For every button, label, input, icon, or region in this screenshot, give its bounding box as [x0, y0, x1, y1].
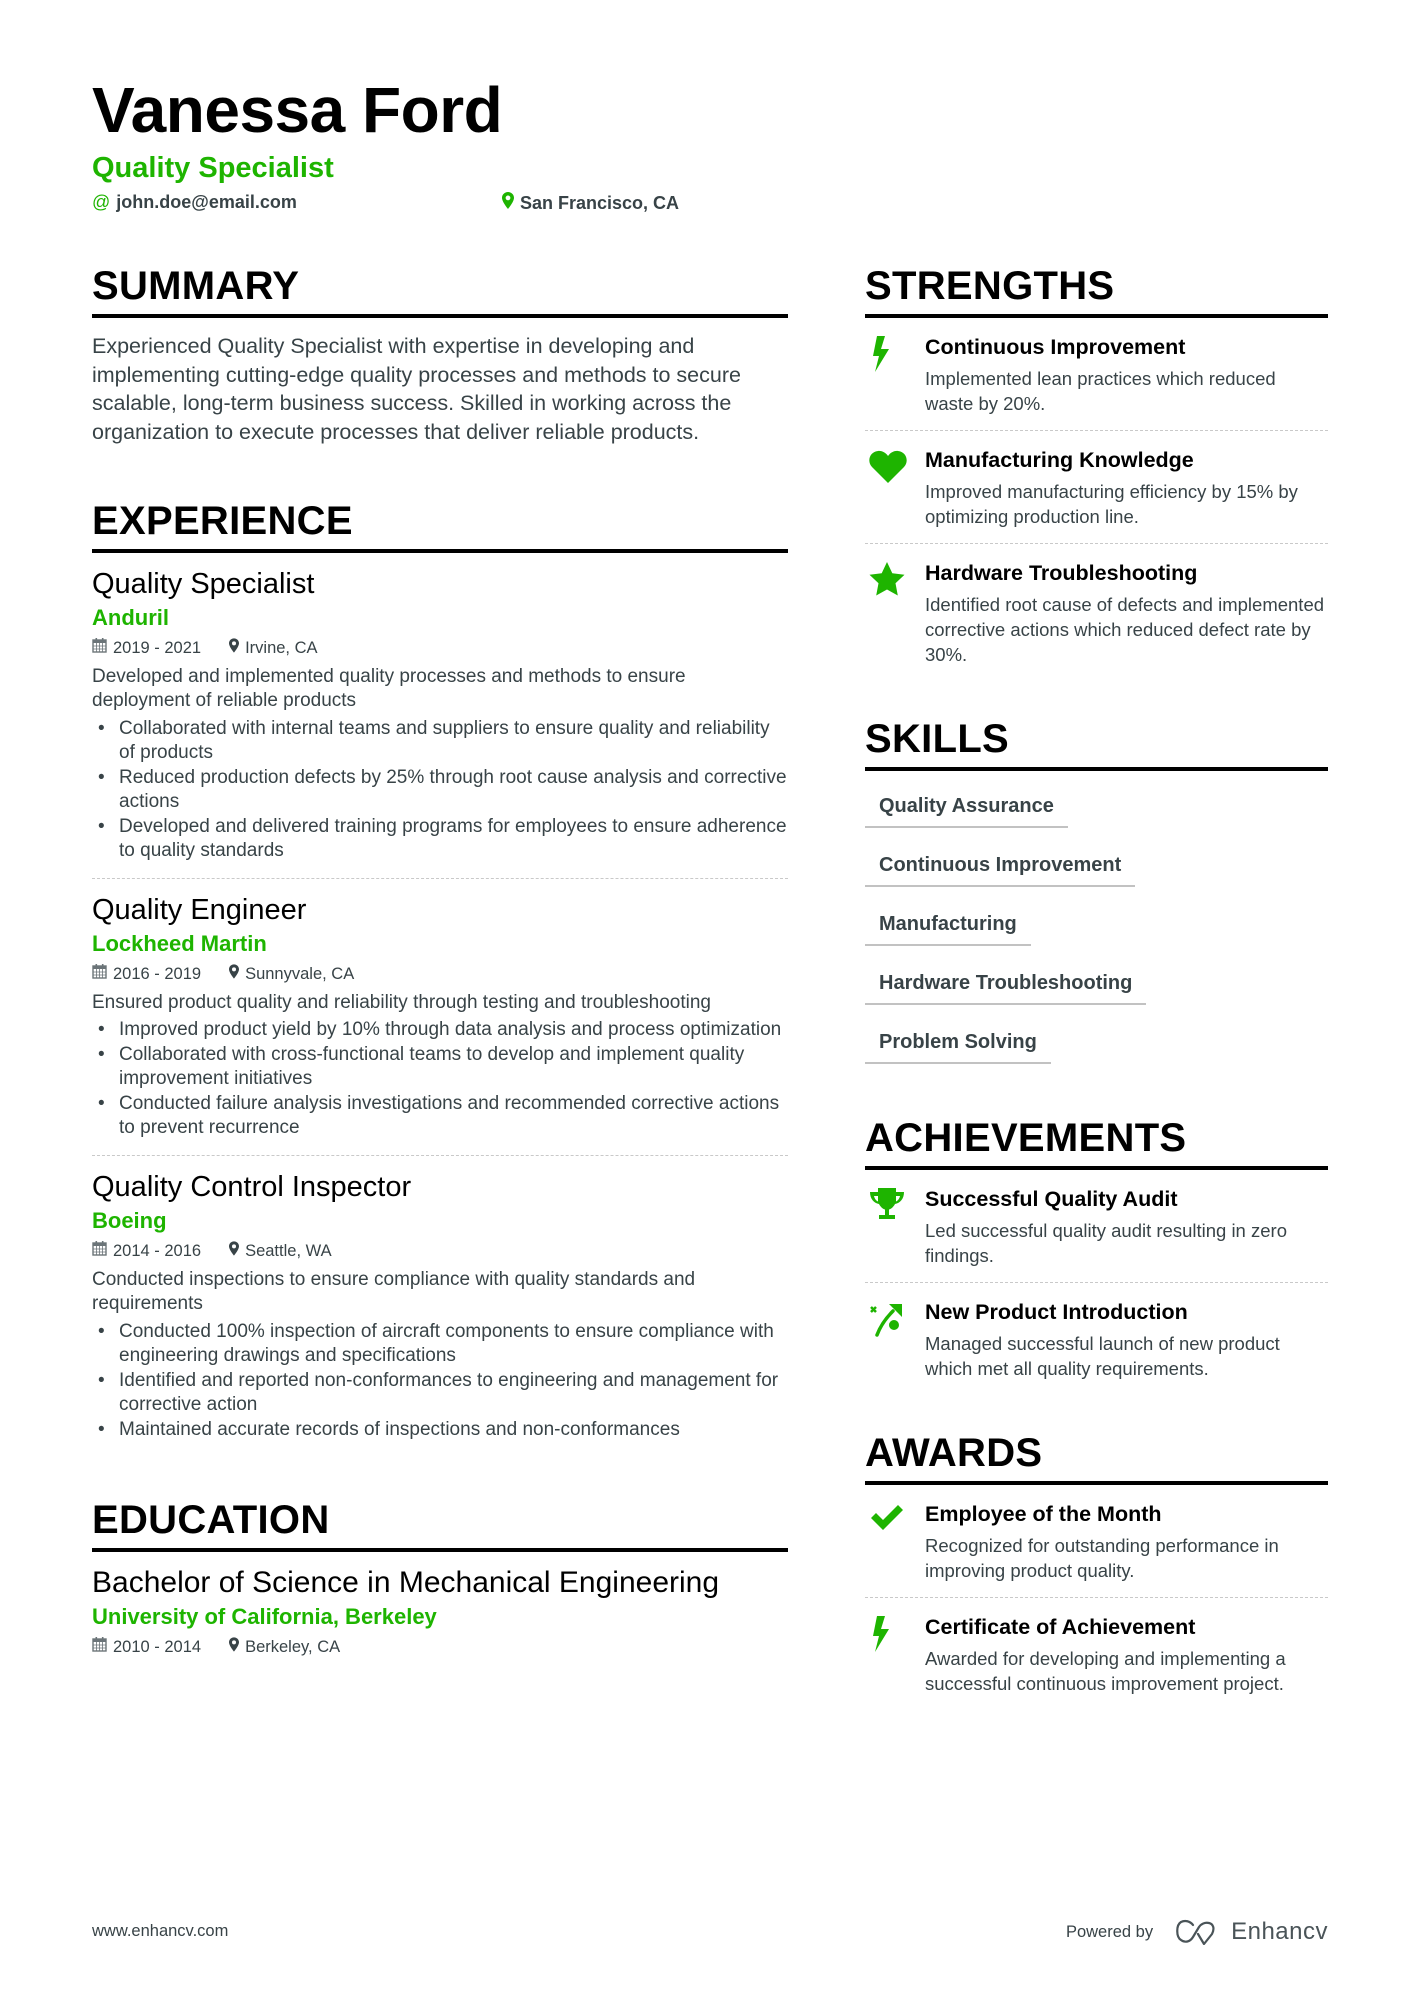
bullet-item: • Identified and reported non-conformances to engineering and management for corrective action — [92, 1369, 788, 1418]
award-title: Employee of the Month — [925, 1502, 1162, 1526]
calendar-icon — [92, 1634, 107, 1660]
bolt-icon — [865, 332, 925, 416]
contact-email[interactable] — [92, 192, 297, 213]
bullet-item: • Collaborated with cross-functional teams to develop and implement quality improvement initiatives — [92, 1043, 788, 1092]
experience-section — [92, 497, 788, 1457]
award-description: Recognized for outstanding performance in improving product quality. — [925, 1535, 1279, 1581]
powered-by-label: Powered by — [1065, 1922, 1154, 1941]
strength-description: Implemented lean practices which reduced waste by 20%. — [925, 368, 1276, 414]
map-pin-icon — [229, 1634, 239, 1660]
bullet-item: • Collaborated with internal teams and suppliers to ensure quality and reliability of products — [92, 717, 788, 766]
strength-title: Manufacturing Knowledge — [925, 448, 1194, 472]
section-divider — [865, 767, 1328, 771]
enhancv-logo[interactable] — [1175, 1918, 1328, 1946]
award-description: Awarded for developing and implementing a successful continuous improvement project. — [925, 1648, 1286, 1694]
map-pin-icon — [229, 1238, 239, 1264]
job-bullets — [92, 1320, 788, 1443]
section-heading: SUMMARY — [92, 264, 300, 308]
strengths-section — [865, 262, 1328, 681]
strength-description: Identified root cause of defects and implemented corrective actions which reduced defect rate by 30%. — [925, 594, 1325, 665]
skills-list — [865, 785, 1328, 1080]
achievement-title: New Product Introduction — [925, 1300, 1188, 1324]
map-pin-icon — [502, 192, 514, 214]
at-icon: @ — [92, 192, 111, 212]
bolt-icon — [865, 1612, 925, 1696]
job-dates: 2014 - 2016 — [113, 1241, 202, 1260]
company-name: Boeing — [92, 1207, 167, 1233]
strength-item — [865, 544, 1328, 681]
job-bullets — [92, 717, 788, 864]
skill-tag: Hardware Troubleshooting — [865, 962, 1146, 1005]
school-name: University of California, Berkeley — [92, 1604, 437, 1630]
heart-icon — [865, 445, 925, 529]
bullet-item: • Maintained accurate records of inspections and non-conformances — [92, 1418, 788, 1443]
award-title: Certificate of Achievement — [925, 1615, 1196, 1639]
job-entry — [92, 879, 788, 1156]
bullet-item: • Conducted 100% inspection of aircraft components to ensure compliance with engineering drawings and specifications — [92, 1320, 788, 1369]
company-name: Lockheed Martin — [92, 930, 267, 956]
achievement-item — [865, 1283, 1328, 1395]
check-icon — [865, 1499, 925, 1583]
degree: Bachelor of Science in Mechanical Engineering — [92, 1566, 720, 1600]
strength-title: Continuous Improvement — [925, 335, 1186, 359]
email-text: john.doe@email.com — [116, 192, 297, 212]
section-heading: AWARDS — [865, 1431, 1043, 1475]
bullet-item: • Conducted failure analysis investigations and recommended corrective actions to prevent recurrence — [92, 1092, 788, 1141]
education-entry — [92, 1552, 788, 1660]
strength-item — [865, 431, 1328, 544]
achievement-description: Led successful quality audit resulting in zero findings. — [925, 1220, 1287, 1266]
job-description: Conducted inspections to ensure compliance with quality standards and requirements — [92, 1268, 696, 1315]
job-entry — [92, 553, 788, 879]
enhancv-logo-icon — [1175, 1919, 1221, 1945]
strength-description: Improved manufacturing efficiency by 15% by optimizing production line. — [925, 481, 1298, 527]
location-text: San Francisco, CA — [520, 192, 680, 213]
job-location: Sunnyvale, CA — [245, 964, 355, 983]
section-heading: EXPERIENCE — [92, 498, 353, 543]
section-divider — [92, 314, 788, 318]
job-location: Seattle, WA — [245, 1241, 332, 1260]
awards-section — [865, 1429, 1328, 1710]
job-description: Ensured product quality and reliability through testing and troubleshooting — [92, 991, 711, 1013]
award-item — [865, 1485, 1328, 1598]
job-description: Developed and implemented quality processes and methods to ensure deployment of reliable products — [92, 665, 686, 712]
candidate-title: Quality Specialist — [92, 152, 334, 184]
company-name: Anduril — [92, 604, 169, 630]
strategy-icon — [865, 1297, 925, 1381]
calendar-icon — [92, 1238, 107, 1264]
job-dates: 2016 - 2019 — [113, 964, 202, 983]
achievement-title: Successful Quality Audit — [925, 1187, 1178, 1211]
achievement-description: Managed successful launch of new product which met all quality requirements. — [925, 1333, 1280, 1379]
achievements-section — [865, 1114, 1328, 1395]
job-title: Quality Control Inspector — [92, 1170, 412, 1203]
star-icon — [865, 558, 925, 667]
achievement-item — [865, 1170, 1328, 1283]
candidate-name: Vanessa Ford — [92, 74, 503, 146]
job-title: Quality Specialist — [92, 567, 315, 600]
powered-by — [1066, 1918, 1328, 1946]
resume-header — [92, 72, 1332, 218]
education-section — [92, 1496, 788, 1660]
section-heading: ACHIEVEMENTS — [865, 1116, 1187, 1160]
bullet-item: • Developed and delivered training programs for employees to ensure adherence to quality standards — [92, 815, 788, 864]
trophy-icon — [865, 1184, 925, 1268]
education-location: Berkeley, CA — [245, 1638, 341, 1657]
calendar-icon — [92, 961, 107, 987]
section-heading: STRENGTHS — [865, 264, 1115, 308]
section-heading: SKILLS — [865, 717, 1010, 761]
education-meta — [92, 1634, 788, 1660]
strength-item — [865, 318, 1328, 431]
footer-website-link[interactable]: www.enhancv.com — [92, 1922, 229, 1940]
map-pin-icon — [229, 961, 239, 987]
job-meta — [92, 1238, 788, 1264]
enhancv-wordmark: Enhancv — [1231, 1918, 1328, 1945]
bullet-item: • Reduced production defects by 25% through root cause analysis and corrective actions — [92, 766, 788, 815]
right-column — [865, 262, 1328, 1710]
contact-info — [92, 192, 1332, 218]
calendar-icon — [92, 635, 107, 661]
contact-location — [502, 192, 679, 214]
page-footer — [92, 1918, 1328, 1952]
skills-section — [865, 715, 1328, 1080]
strength-title: Hardware Troubleshooting — [925, 561, 1198, 585]
bullet-item: • Improved product yield by 10% through data analysis and process optimization — [92, 1018, 788, 1043]
section-heading: EDUCATION — [92, 1498, 330, 1543]
summary-section — [92, 262, 788, 447]
summary-text: Experienced Quality Specialist with expertise in developing and implementing cutting-edge quality processes and methods to secure scalable, long-term business success. Skilled in working across the organization to execute processes that deliver reliable products. — [92, 334, 741, 445]
skill-tag: Manufacturing — [865, 903, 1031, 946]
left-column — [92, 262, 788, 1660]
job-dates: 2019 - 2021 — [113, 638, 202, 657]
award-item — [865, 1598, 1328, 1710]
skill-tag: Continuous Improvement — [865, 844, 1135, 887]
education-dates: 2010 - 2014 — [113, 1638, 202, 1657]
skill-tag: Quality Assurance — [865, 785, 1068, 828]
job-meta — [92, 961, 788, 987]
skill-tag: Problem Solving — [865, 1021, 1051, 1064]
job-meta — [92, 635, 788, 661]
map-pin-icon — [229, 635, 239, 661]
job-title: Quality Engineer — [92, 893, 307, 926]
job-bullets — [92, 1018, 788, 1141]
job-location: Irvine, CA — [245, 638, 318, 657]
job-entry — [92, 1156, 788, 1457]
